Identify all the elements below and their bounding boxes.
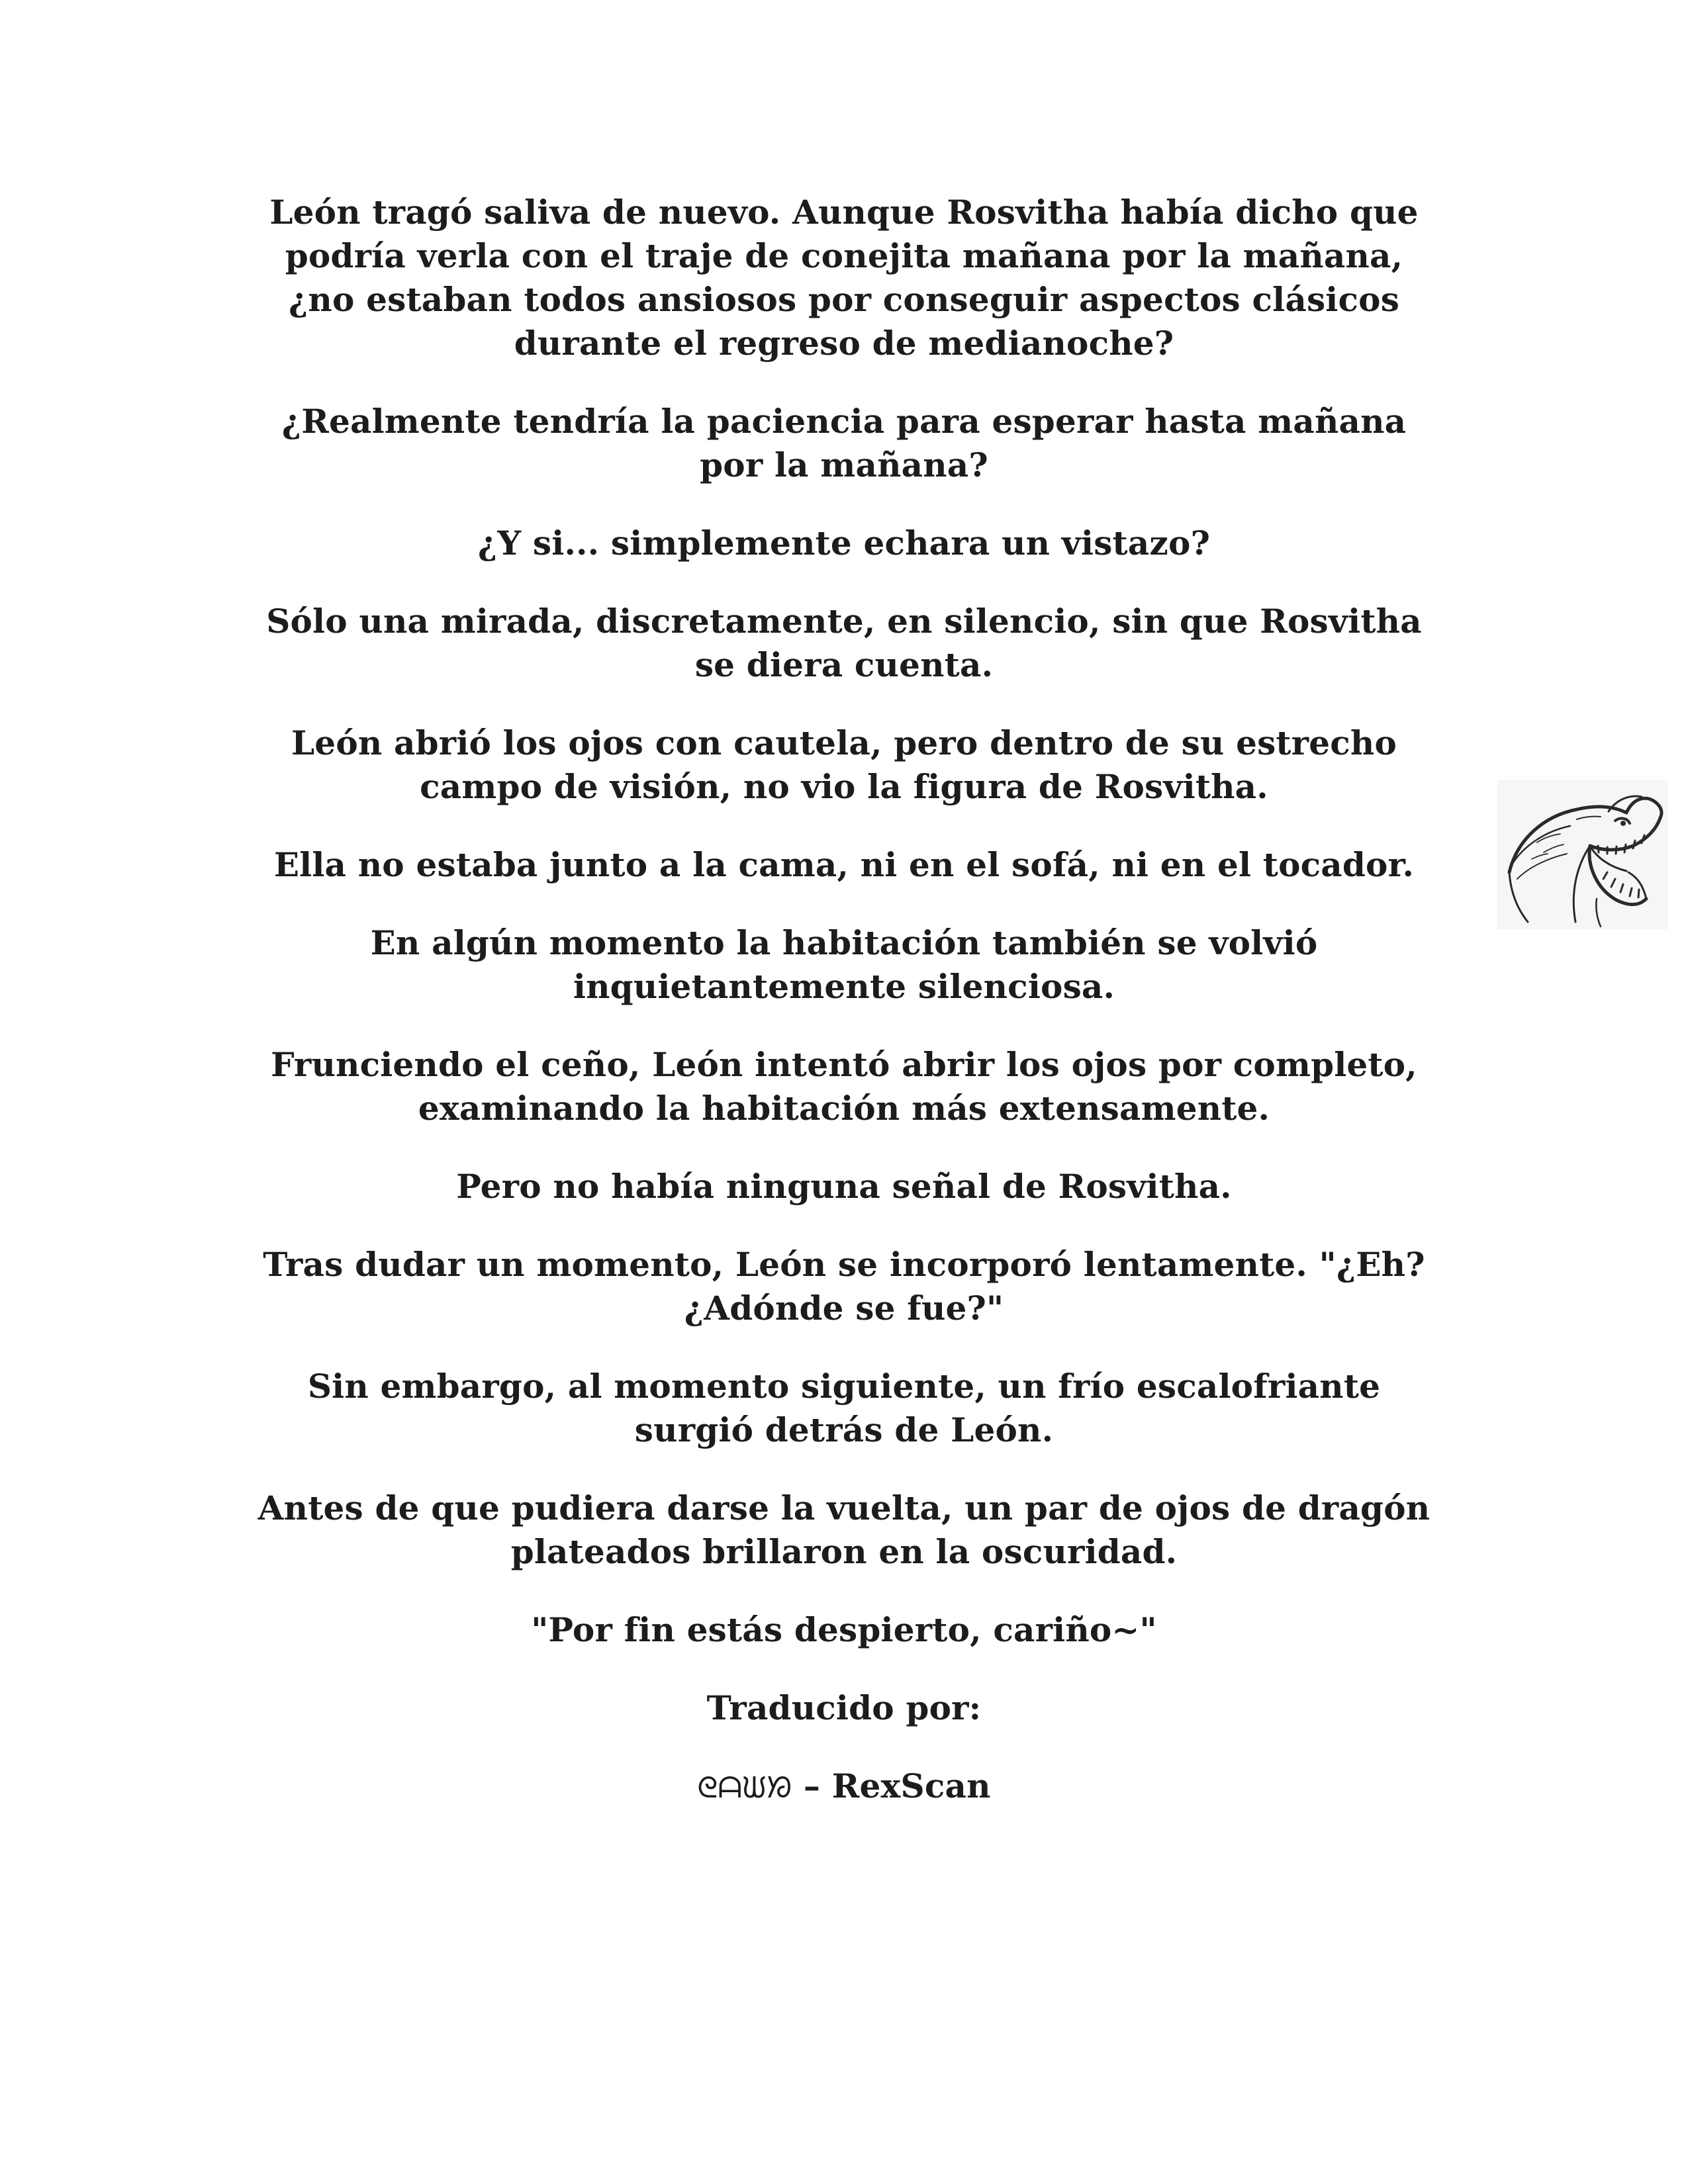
translator-name: ᘓᗩᙎᘞ	[697, 1771, 792, 1805]
credits-title: Traducido por:	[706, 1688, 982, 1727]
paragraph-2: ¿Realmente tendría la paciencia para esperar hasta mañana por la mañana?	[281, 402, 1407, 484]
paragraph-3: ¿Y si... simplemente echara un vistazo?	[477, 523, 1211, 563]
paragraph-1: León tragó saliva de nuevo. Aunque Rosvitha había dicho que podría verla con el traje de conejita mañana por la mañana, ¿no estaban todos ansiosos por conseguir aspectos clásicos durante el regreso de medianoche?	[269, 193, 1419, 363]
paragraph-6: Ella no estaba junto a la cama, ni en el sofá, ni en el tocador.	[273, 845, 1415, 884]
dinosaur-head-sketch-icon	[1497, 780, 1668, 929]
paragraph-7: En algún momento la habitación también se volvió inquietantemente silenciosa.	[370, 923, 1318, 1006]
paragraph-11: Sin embargo, al momento siguiente, un frío escalofriante surgió detrás de León.	[307, 1367, 1381, 1449]
credits-line	[225, 1764, 1463, 1810]
paragraph-10: Tras dudar un momento, León se incorporó lentamente. "¿Eh? ¿Adónde se fue?"	[263, 1245, 1425, 1328]
paragraph-9: Pero no había ninguna señal de Rosvitha.	[456, 1167, 1232, 1206]
group-name: RexScan	[831, 1766, 991, 1805]
paragraph-12: Antes de que pudiera darse la vuelta, un par de ojos de dragón plateados brillaron en la oscuridad.	[258, 1488, 1430, 1571]
credits-separator: –	[792, 1766, 832, 1805]
paragraph-13: "Por fin estás despierto, cariño~"	[531, 1610, 1157, 1649]
paragraph-5: León abrió los ojos con cautela, pero dentro de su estrecho campo de visión, no vio la figura de Rosvitha.	[291, 723, 1397, 806]
paragraph-8: Frunciendo el ceño, León intentó abrir los ojos por completo, examinando la habitación más extensamente.	[271, 1045, 1417, 1128]
story-text	[225, 191, 1463, 1810]
paragraph-4: Sólo una mirada, discretamente, en silencio, sin que Rosvitha se diera cuenta.	[266, 602, 1422, 684]
